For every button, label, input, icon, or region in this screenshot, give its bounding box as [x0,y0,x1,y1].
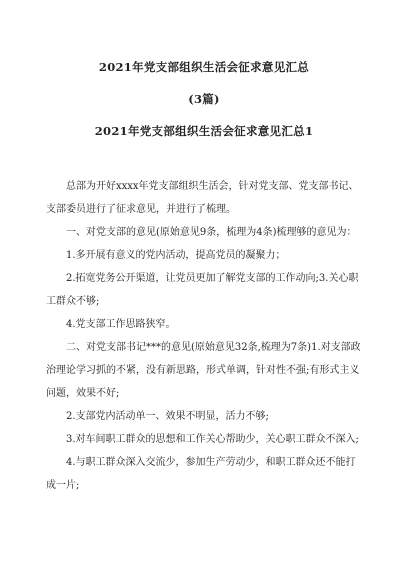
paragraph-item: 4.党支部工作思路狭窄。 [66,319,176,330]
document-title: 2021年党支部组织生活会征求意见汇总 [98,60,310,74]
paragraph-section-one-heading: 一、对党支部的意见(原始意见9条，梳理为4条)梳理够的意见为： [66,227,357,238]
paragraph-item: 1.多开展有意义的党内活动，提高党员的凝聚力； [66,250,286,261]
paragraph-item: 2.拓宽党务公开渠道，让党员更加了解党支部的工作动向;3.关心职工群众不够; [46,273,359,307]
section-title: 2021年党支部组织生活会征求意见汇总1 [94,124,314,138]
paragraph-section-two-heading: 二、对党支部书记***的意见(原始意见32条,梳理为7条)1.对支部政治理论学习抓的不紧，没有新思路，形式单调，针对性不强;有形式主义问题，效果不好; [46,342,361,399]
paragraph-item: 4.与职工群众深入交流少，参加生产劳动少，和职工群众还不能打成一片; [46,457,356,491]
document-body [46,175,362,497]
document-subtitle: (3篇) [188,92,220,106]
paragraph-intro: 总部为开好xxxx年党支部组织生活会，针对党支部、党支部书记、支部委员进行了征求意见，并进行了梳理。 [46,181,359,215]
paragraph-item: 3.对车间职工群众的思想和工作关心帮助少，关心职工群众不深入; [66,434,359,445]
paragraph-item: 2.支部党内活动单一、效果不明显，活力不够; [66,411,269,422]
